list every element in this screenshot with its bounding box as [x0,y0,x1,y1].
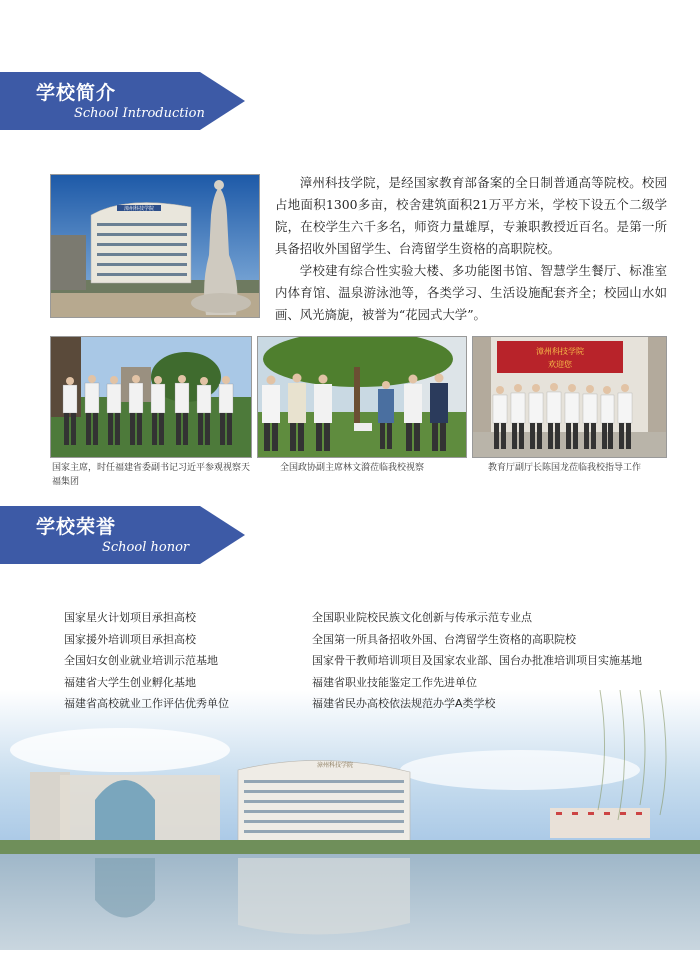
honor-item: 福建省职业技能鉴定工作先进单位 [312,675,477,689]
intro-subtitle: School Introduction [74,106,205,121]
welcome-banner-name: 漳州科技学院 [536,347,584,356]
section-banner-honor [0,506,245,564]
intro-paragraph-1: 漳州科技学院，是经国家教育部备案的全日制普通高等院校。校园占地面积1300多亩，校舍建筑面积21万平方米，学校下设五个二级学院，在校学生六千多名，师资力量雄厚，专兼职教授近百名。是第一所具备招收外国留学生、台湾留学生资格的高职院校。 [275,175,667,256]
honor-item: 国家援外培训项目承担高校 [64,632,196,646]
building-sign: 漳州科技学院 [123,206,155,212]
honor-subtitle: School honor [102,540,190,555]
photo-caption-1: 国家主席，时任福建省委副书记习近平参观视察天福集团 [52,463,251,487]
honor-title: 学校荣誉 [36,516,117,538]
honor-item: 福建省高校就业工作评估优秀单位 [64,697,229,710]
campus-sign: 漳州科技学院 [316,762,354,769]
honor-item: 全国妇女创业就业培训示范基地 [64,654,218,667]
section-banner-intro [0,72,245,130]
honors-list-right [312,607,642,715]
honor-item: 全国职业院校民族文化创新与传承示范专业点 [312,611,532,624]
honor-item: 国家星火计划项目承担高校 [64,611,196,624]
intro-title: 学校简介 [36,82,117,104]
visit-photo-3 [472,336,667,458]
visit-photo-1 [50,336,252,458]
campus-lake-view [0,690,700,950]
intro-paragraphs [275,172,667,326]
welcome-banner-greeting: 欢迎您 [548,360,572,369]
honor-item: 福建省民办高校依法规范办学A类学校 [312,697,496,710]
honors-list-left [64,607,229,715]
campus-building-photo [50,174,260,318]
honor-item: 全国第一所具备招收外国、台湾留学生资格的高职院校 [312,632,576,646]
visit-photo-2 [257,336,467,458]
honor-item: 国家骨干教师培训项目及国家农业部、国台办批准培训项目实施基地 [312,654,642,667]
photo-caption-3: 教育厅副厅长陈国龙莅临我校指导工作 [488,463,642,473]
intro-paragraph-2: 学校建有综合性实验大楼、多功能图书馆、智慧学生餐厅、标准室内体育馆、温泉游泳池等，各类学习、生活设施配套齐全；校园山水如画、风光旖旎，被誉为“花园式大学”。 [275,263,667,322]
photo-caption-2: 全国政协副主席林文漪莅临我校视察 [280,463,425,473]
honor-item: 福建省大学生创业孵化基地 [64,675,196,689]
